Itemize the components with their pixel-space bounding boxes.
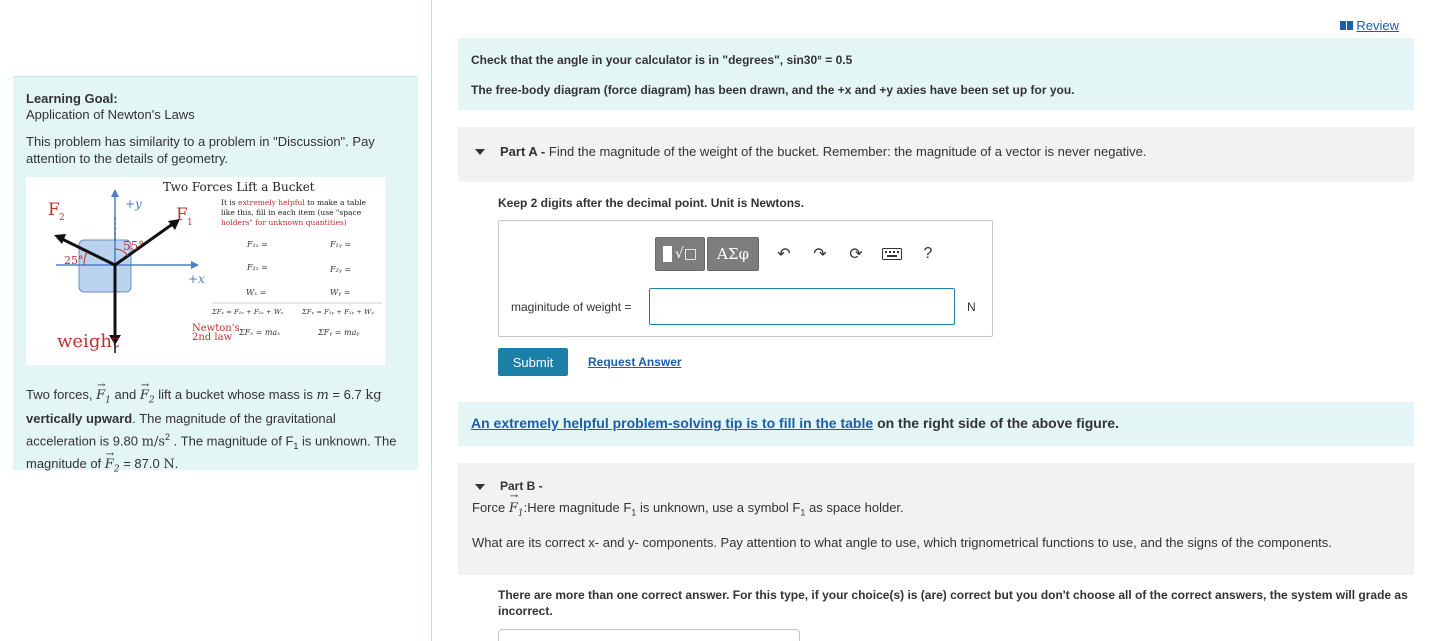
- templates-button[interactable]: [655, 237, 705, 271]
- review-label: Review: [1356, 18, 1399, 33]
- answer-label: maginitude of weight =: [511, 300, 632, 314]
- sqrt-icon: √□: [674, 246, 698, 262]
- part-b-section: [458, 463, 1414, 575]
- note-3: like this, fill in each item (use "space: [221, 208, 362, 217]
- note-line-1: Check that the angle in your calculator is in "degrees", sin30° = 0.5: [471, 53, 853, 67]
- tip-underlined: An extremely helpful problem-solving tip is to fill in the table: [471, 415, 874, 431]
- note-line-2: The free-body diagram (force diagram) has been drawn, and the +x and +y axies have been set up for you.: [471, 83, 1075, 97]
- template-box-icon: [663, 246, 672, 262]
- left-pane: [0, 0, 432, 641]
- review-link[interactable]: [1340, 18, 1399, 33]
- learning-goal-box: [13, 76, 418, 475]
- note-box: [458, 38, 1414, 110]
- table-wx: Wₓ =: [246, 288, 267, 297]
- part-b-line-1: Force → $F_1:Here$ magnitude $F_1$ is unknown, use a symbol $F_1$ as space holder.: [472, 500, 904, 519]
- label-angle-55: 55°: [123, 239, 145, 253]
- learning-goal-description: This problem has similarity to a problem in "Discussion". Pay attention to the details of geometry.: [26, 134, 375, 166]
- note-1: It is: [221, 198, 236, 207]
- learning-goal-subtitle: Application of Newton's Laws: [26, 107, 195, 122]
- table-f1y: F₁ᵧ =: [330, 240, 352, 249]
- label-f1-sub: 1: [187, 218, 193, 228]
- part-b-title: Part B -: [500, 479, 543, 493]
- table-f2x: F₂ₓ =: [247, 263, 268, 272]
- note-2: to make a table: [307, 198, 366, 207]
- answer-input[interactable]: [649, 288, 955, 325]
- table-sumfx: ΣFₓ = F₁ₓ + F₂ₓ + Wₓ: [212, 308, 284, 316]
- collapse-triangle-icon[interactable]: [475, 484, 485, 490]
- book-icon: [1340, 21, 1353, 30]
- part-a-instruction: Keep 2 digits after the decimal point. Unit is Newtons.: [498, 196, 805, 210]
- free-body-diagram: [26, 177, 385, 365]
- undo-icon[interactable]: ↶: [777, 246, 791, 263]
- f2-symbol: → $F_2$: [140, 387, 155, 410]
- note-4: holders" for unknown quantities): [221, 218, 347, 227]
- svg-text:It is extremely help: [221, 198, 367, 207]
- label-plus-x: +x: [188, 272, 205, 286]
- answer-box: [498, 220, 993, 337]
- label-f1: F: [176, 205, 188, 225]
- math-toolbar: [655, 237, 945, 271]
- greek-symbols-button[interactable]: ΑΣφ: [707, 237, 759, 271]
- free-body-figure: [26, 177, 385, 365]
- note-highlight: extremely helpful: [238, 198, 305, 207]
- tip-text: An extremely helpful problem-solving tip is to fill in the table on the right side of the above figure.: [471, 415, 1119, 431]
- label-f2-sub: 2: [59, 213, 65, 223]
- help-icon[interactable]: ?: [923, 245, 933, 262]
- reset-icon[interactable]: ⟳: [849, 246, 863, 263]
- submit-button[interactable]: Submit: [498, 348, 568, 376]
- table-f2y: F₂ᵧ =: [330, 265, 352, 274]
- y-axis-arrowhead: [111, 189, 119, 197]
- multi-answer-note: There are more than one correct answer. For this type, if your choice(s) is (are) correct but you don't choose all of the correct answers, the system will grade as incorrect.: [498, 588, 1408, 618]
- part-a-title: Part A - Find the magnitude of the weight of the bucket. Remember: the magnitude of a vector is never negative.: [500, 144, 1147, 159]
- table-f1x: F₁ₓ =: [247, 240, 268, 249]
- label-2nd-law: 2nd law: [192, 332, 233, 343]
- x-axis-arrowhead: [191, 261, 199, 269]
- part-b-line-2: What are its correct x- and y- components. Pay attention to what angle to use, which trignometrical functions to use, and the signs of the components.: [472, 535, 1332, 550]
- table-newtony: ΣFᵧ = maᵧ: [318, 328, 360, 337]
- table-newtonx: ΣFₓ = maₓ: [239, 328, 281, 337]
- right-pane: [432, 0, 1440, 641]
- label-plus-y: +y: [125, 197, 142, 211]
- figure-title: Two Forces Lift a Bucket: [163, 180, 315, 194]
- answer-unit: N: [967, 300, 976, 314]
- tip-box: [458, 402, 1414, 446]
- label-newtons: Newton's: [192, 323, 240, 334]
- f1-symbol: → $F_1$: [96, 387, 111, 410]
- part-b-answer-box[interactable]: [498, 629, 800, 641]
- table-wy: Wᵧ =: [330, 288, 351, 297]
- request-answer-link[interactable]: Request Answer: [588, 355, 682, 369]
- keyboard-icon[interactable]: [875, 237, 909, 271]
- redo-icon[interactable]: ↷: [813, 246, 827, 263]
- part-a-header[interactable]: [458, 127, 1414, 182]
- label-angle-25: 25°: [64, 254, 84, 267]
- collapse-triangle-icon[interactable]: [475, 149, 485, 155]
- learning-goal-title: Learning Goal:: [26, 91, 118, 106]
- label-weight: weight: [57, 331, 120, 352]
- label-f2: F: [48, 200, 60, 220]
- problem-statement: Two forces, → $F_1$ and → $F_2$ lift a bucket whose mass is m = 6.7 kg vertically upward. The magnitude of the gravitational acceleration is 9.80 $m/s^2$ . The magnitude of $F_1$ is unknown. The magnitude of → $F_2 = 87.0$ N.: [26, 386, 406, 478]
- table-sumfy: ΣFᵧ = F₁ᵧ + F₂ᵧ + Wᵧ: [302, 308, 374, 316]
